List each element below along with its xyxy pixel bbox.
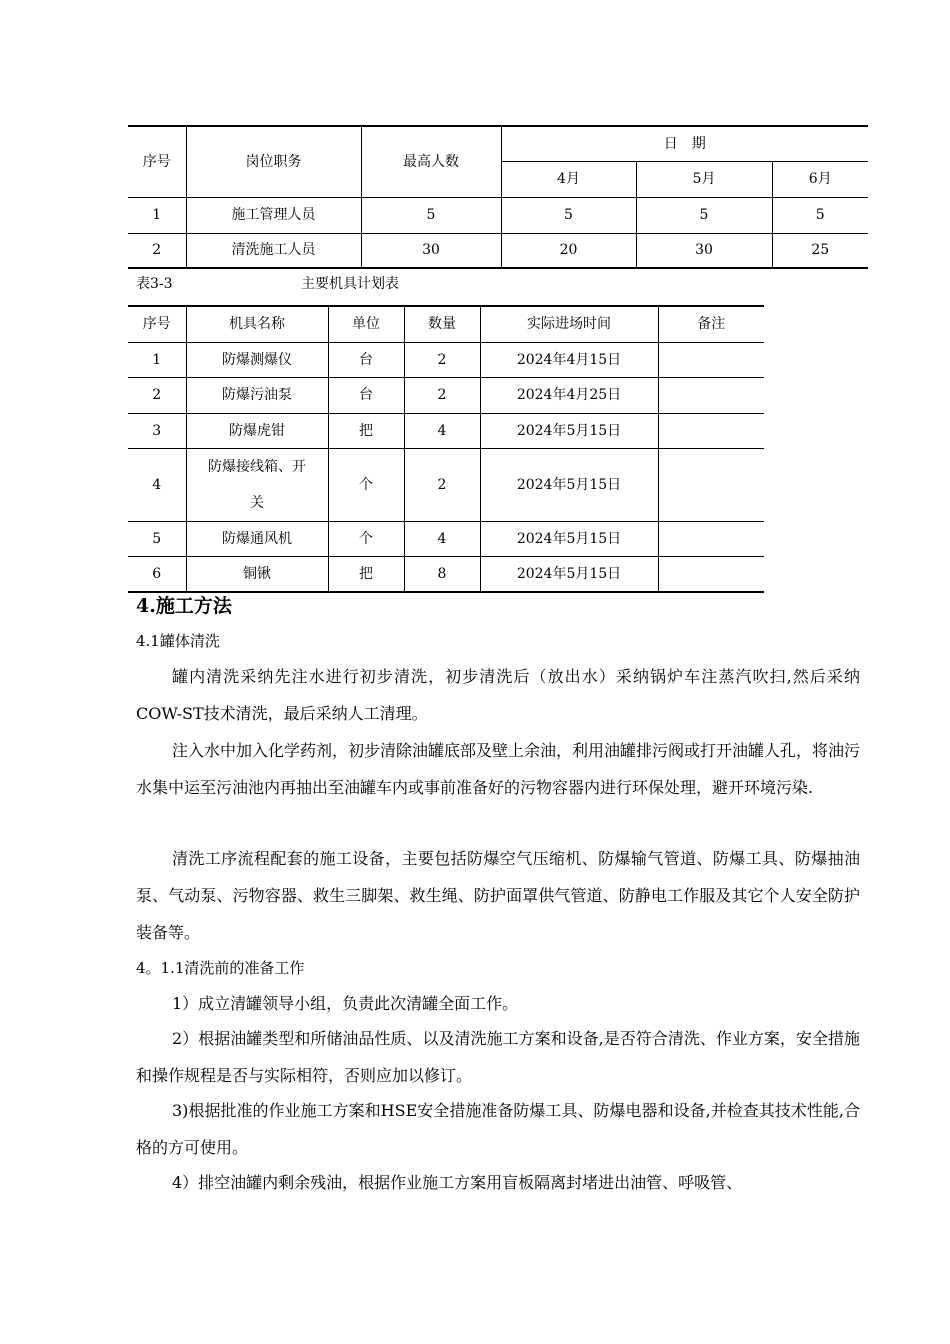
cell-note bbox=[658, 448, 764, 521]
subsection-heading: 4。1.1清洗前的准备工作 bbox=[136, 959, 305, 977]
cell-max: 30 bbox=[361, 233, 501, 268]
cell-no: 3 bbox=[128, 413, 186, 448]
cell-unit: 台 bbox=[328, 342, 404, 377]
header-role: 岗位职务 bbox=[186, 126, 361, 197]
table-row bbox=[128, 342, 764, 377]
cell-name: 防爆虎钳 bbox=[186, 413, 328, 448]
header-max: 最高人数 bbox=[361, 126, 501, 197]
section-heading: 4.施工方法 bbox=[136, 595, 232, 617]
table-row bbox=[128, 521, 764, 556]
cell-time: 2024年5月15日 bbox=[480, 448, 658, 521]
cell-max: 5 bbox=[361, 197, 501, 233]
header-unit: 单位 bbox=[328, 306, 404, 342]
cell-unit: 把 bbox=[328, 556, 404, 592]
personnel-plan-table bbox=[128, 125, 868, 269]
table-row bbox=[128, 377, 764, 413]
cell-no: 4 bbox=[128, 448, 186, 521]
cell-may: 5 bbox=[636, 197, 772, 233]
table-row bbox=[128, 233, 868, 268]
cell-unit: 把 bbox=[328, 413, 404, 448]
cell-time: 2024年5月15日 bbox=[480, 521, 658, 556]
header-no: 序号 bbox=[142, 153, 171, 170]
cell-name bbox=[186, 448, 328, 521]
cell-time: 2024年5月15日 bbox=[480, 556, 658, 592]
cell-time: 2024年4月25日 bbox=[480, 377, 658, 413]
list-item: 1）成立清罐领导小组，负责此次清罐全面工作。 bbox=[172, 994, 519, 1013]
cell-qty: 2 bbox=[404, 448, 480, 521]
paragraph: 注入水中加入化学药剂，初步清除油罐底部及壁上余油，利用油罐排污阀或打开油罐人孔，将油污水集中运至污油池内再抽出至油罐车内或事前准备好的污物容器内进行环保处理，避开环境污染. bbox=[136, 741, 861, 797]
cell-no: 2 bbox=[128, 377, 186, 413]
cell-qty: 4 bbox=[404, 521, 480, 556]
cell-qty: 8 bbox=[404, 556, 480, 592]
header-note: 备注 bbox=[658, 306, 764, 342]
cell-unit: 个 bbox=[328, 521, 404, 556]
header-may: 5月 bbox=[636, 161, 772, 197]
header-name: 机具名称 bbox=[186, 306, 328, 342]
list-item: 4）排空油罐内剩余残油，根据作业施工方案用盲板隔离封堵进出油管、呼吸管、 bbox=[172, 1173, 743, 1192]
cell-qty: 2 bbox=[404, 377, 480, 413]
cell-note bbox=[658, 342, 764, 377]
cell-name: 防爆测爆仪 bbox=[186, 342, 328, 377]
table-row bbox=[128, 197, 868, 233]
equipment-plan-table bbox=[128, 305, 764, 593]
header-no: 序号 bbox=[142, 316, 171, 333]
cell-no: 2 bbox=[128, 233, 186, 268]
cell-role: 施工管理人员 bbox=[186, 197, 361, 233]
table-row bbox=[128, 448, 764, 521]
table-caption-number: 表3-3 bbox=[136, 276, 173, 292]
cell-jun: 5 bbox=[772, 197, 868, 233]
paragraph: 罐内清洗采纳先注水进行初步清洗，初步清洗后（放出水）采纳锅炉车注蒸汽吹扫,然后采纳COW-ST技术清洗，最后采纳人工清理。 bbox=[136, 667, 860, 723]
cell-time: 2024年5月15日 bbox=[480, 413, 658, 448]
table-header-row bbox=[128, 306, 764, 342]
cell-unit: 个 bbox=[328, 448, 404, 521]
cell-note bbox=[658, 521, 764, 556]
cell-may: 30 bbox=[636, 233, 772, 268]
cell-unit: 台 bbox=[328, 377, 404, 413]
table-header-row bbox=[128, 126, 868, 161]
cell-name: 防爆通风机 bbox=[186, 521, 328, 556]
header-date: 日 期 bbox=[501, 126, 868, 161]
subsection-heading: 4.1罐体清洗 bbox=[136, 632, 220, 650]
list-item: 3)根据批准的作业施工方案和HSE安全措施准备防爆工具、防爆电器和设备,并检查其技术性能,合格的方可使用。 bbox=[136, 1101, 860, 1157]
cell-qty: 2 bbox=[404, 342, 480, 377]
cell-jun: 25 bbox=[772, 233, 868, 268]
table-caption-title: 主要机具计划表 bbox=[301, 276, 399, 292]
cell-name: 铜锹 bbox=[186, 556, 328, 592]
cell-role: 清洗施工人员 bbox=[186, 233, 361, 268]
cell-apr: 5 bbox=[501, 197, 636, 233]
cell-no: 5 bbox=[128, 521, 186, 556]
table-row bbox=[128, 413, 764, 448]
cell-no: 1 bbox=[128, 197, 186, 233]
paragraph: 清洗工序流程配套的施工设备，主要包括防爆空气压缩机、防爆输气管道、防爆工具、防爆抽油泵、气动泵、污物容器、救生三脚架、救生绳、防护面罩供气管道、防静电工作服及其它个人安全防护装备等。 bbox=[136, 849, 860, 942]
cell-time: 2024年4月15日 bbox=[480, 342, 658, 377]
cell-apr: 20 bbox=[501, 233, 636, 268]
cell-note bbox=[658, 556, 764, 592]
table-row bbox=[128, 556, 764, 592]
header-time: 实际进场时间 bbox=[480, 306, 658, 342]
header-jun: 6月 bbox=[772, 161, 868, 197]
cell-name-line1: 防爆接线箱、开 bbox=[208, 458, 306, 475]
header-apr: 4月 bbox=[501, 161, 636, 197]
cell-name-line2: 关 bbox=[250, 494, 264, 511]
cell-note bbox=[658, 377, 764, 413]
cell-no: 1 bbox=[128, 342, 186, 377]
cell-qty: 4 bbox=[404, 413, 480, 448]
cell-name: 防爆污油泵 bbox=[186, 377, 328, 413]
cell-no: 6 bbox=[128, 556, 186, 592]
cell-note bbox=[658, 413, 764, 448]
header-qty: 数量 bbox=[404, 306, 480, 342]
list-item: 2）根据油罐类型和所储油品性质、以及清洗施工方案和设备,是否符合清洗、作业方案，安全措施和操作规程是否与实际相符，否则应加以修订。 bbox=[136, 1029, 860, 1085]
